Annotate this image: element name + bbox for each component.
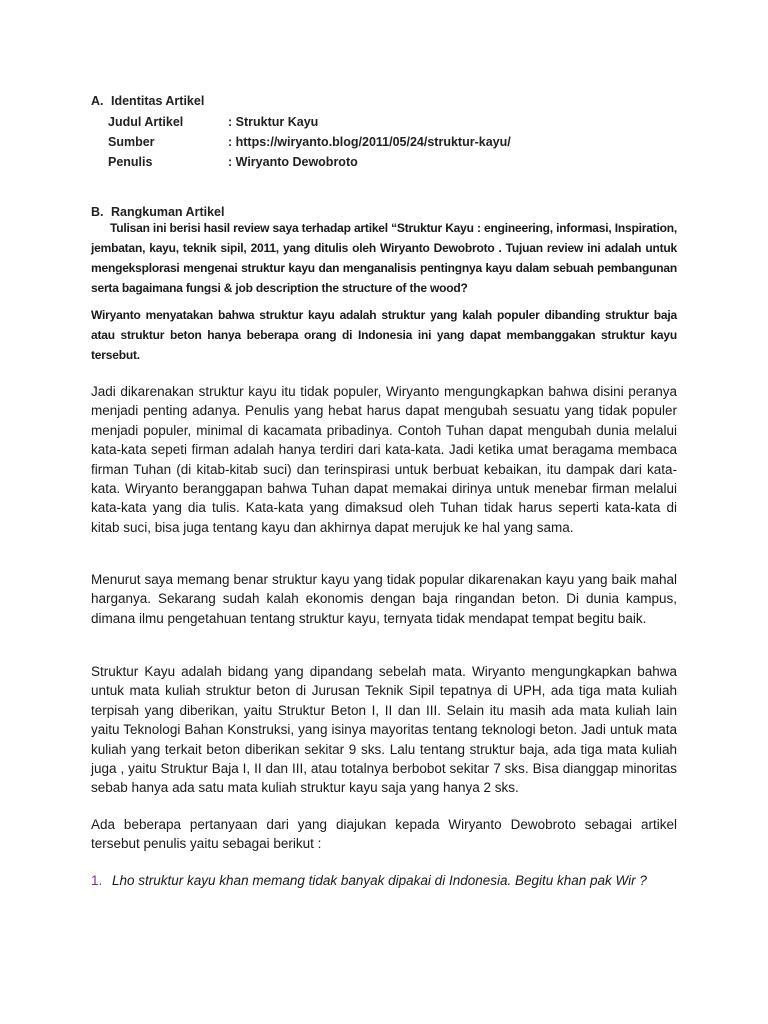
paragraph-2: Wiryanto menyatakan bahwa struktur kayu adalah struktur yang kalah populer dibanding struktur baja atau struktur beton hanya beberapa orang di Indonesia ini yang dapat membanggakan struktur kayu tersebut. (91, 308, 677, 362)
meta-value: : Wiryanto Dewobroto (228, 155, 358, 169)
paragraph-6: Ada beberapa pertanyaan dari yang diajukan kepada Wiryanto Dewobroto sebagai artikel tersebut penulis yaitu sebagai berikut : (91, 817, 677, 852)
paragraph-4: Menurut saya memang benar struktur kayu yang tidak popular dikarenakan kayu yang baik mahal harganya. Sekarang sudah kalah ekonomis dengan baja ringandan beton. Di dunia kampus, dimana ilmu pengetahuan tentang struktur kayu, ternyata tidak mendapat tempat begitu baik. (91, 572, 677, 626)
paragraph-3: Jadi dikarenakan struktur kayu itu tidak populer, Wiryanto mengungkapkan bahwa disini peranya menjadi penting adanya. Penulis yang hebat harus dapat mengubah sesuatu yang tidak populer menjadi populer, minimal di kacamata pribadinya. Contoh Tuhan dapat mengubah dunia melalui kata-kata sepeti firman adalah hanya terdiri dari kata-kata. Jadi ketika umat beragama membaca firman Tuhan (di kitab-kitab suci) dan terinspirasi untuk berbuat kebaikan, itu dampak dari kata-kata. Wiryanto beranggapan bahwa Tuhan dapat memakai dirinya untuk menebar firman melalui kata-kata yang dia tulis. Kata-kata yang dimaksud oleh Tuhan tidak harus seperti kata-kata di kitab suci, bisa juga tentang kayu dan akhirnya dapat merujuk ke hal yang sama. (91, 384, 677, 535)
list-item (91, 873, 647, 888)
list-text: Lho struktur kayu khan memang tidak banyak dipakai di Indonesia. Begitu khan pak Wir ? (112, 873, 647, 888)
meta-label: Judul Artikel (108, 115, 184, 129)
meta-row-source (108, 135, 511, 149)
section-b-title: Rangkuman Artikel (111, 205, 225, 219)
list-number: 1. (91, 873, 103, 888)
section-a-heading (91, 94, 204, 108)
meta-row-title (108, 115, 318, 129)
section-b-heading (91, 205, 224, 219)
meta-label: Sumber (108, 135, 155, 149)
paragraph-intro (91, 218, 677, 298)
meta-value: : Struktur Kayu (228, 115, 319, 129)
section-b-letter: B. (91, 205, 104, 219)
section-a-letter: A. (91, 94, 104, 108)
paragraph-text: Tulisan ini berisi hasil review saya terhadap artikel “Struktur Kayu : engineering, informasi, Inspiration, jembatan, kayu, teknik sipil, 2011, yang ditulis oleh Wiryanto Dewobroto . Tujuan review ini adalah untuk mengeksplorasi mengenai struktur kayu dan menganalisis pentingnya kayu dalam sebuah pembangunan serta bagaimana fungsi & job description the structure of the wood? (91, 221, 677, 295)
meta-value: : https://wiryanto.blog/2011/05/24/struktur-kayu/ (228, 135, 511, 149)
section-a-title: Identitas Artikel (111, 94, 205, 108)
paragraph-5: Struktur Kayu adalah bidang yang dipandang sebelah mata. Wiryanto mengungkapkan bahwa untuk mata kuliah struktur beton di Jurusan Teknik Sipil tepatnya di UPH, ada tiga mata kuliah terpisah yang diberikan, yaitu Struktur Beton I, II dan III. Selain itu masih ada mata kuliah lain yaitu Teknologi Bahan Konstruksi, yang isinya mayoritas tentang teknologi beton. Jadi untuk mata kuliah yang terkait beton diberikan sekitar 9 sks. Lalu tentang struktur baja, ada tiga mata kuliah juga , yaitu Struktur Baja I, II dan III, atau totalnya berbobot sekitar 7 sks. Bisa dianggap minoritas sebab hanya ada satu mata kuliah struktur kayu saja yang hanya 2 sks. (91, 664, 677, 796)
meta-row-author (108, 155, 358, 169)
meta-label: Penulis (108, 155, 153, 169)
